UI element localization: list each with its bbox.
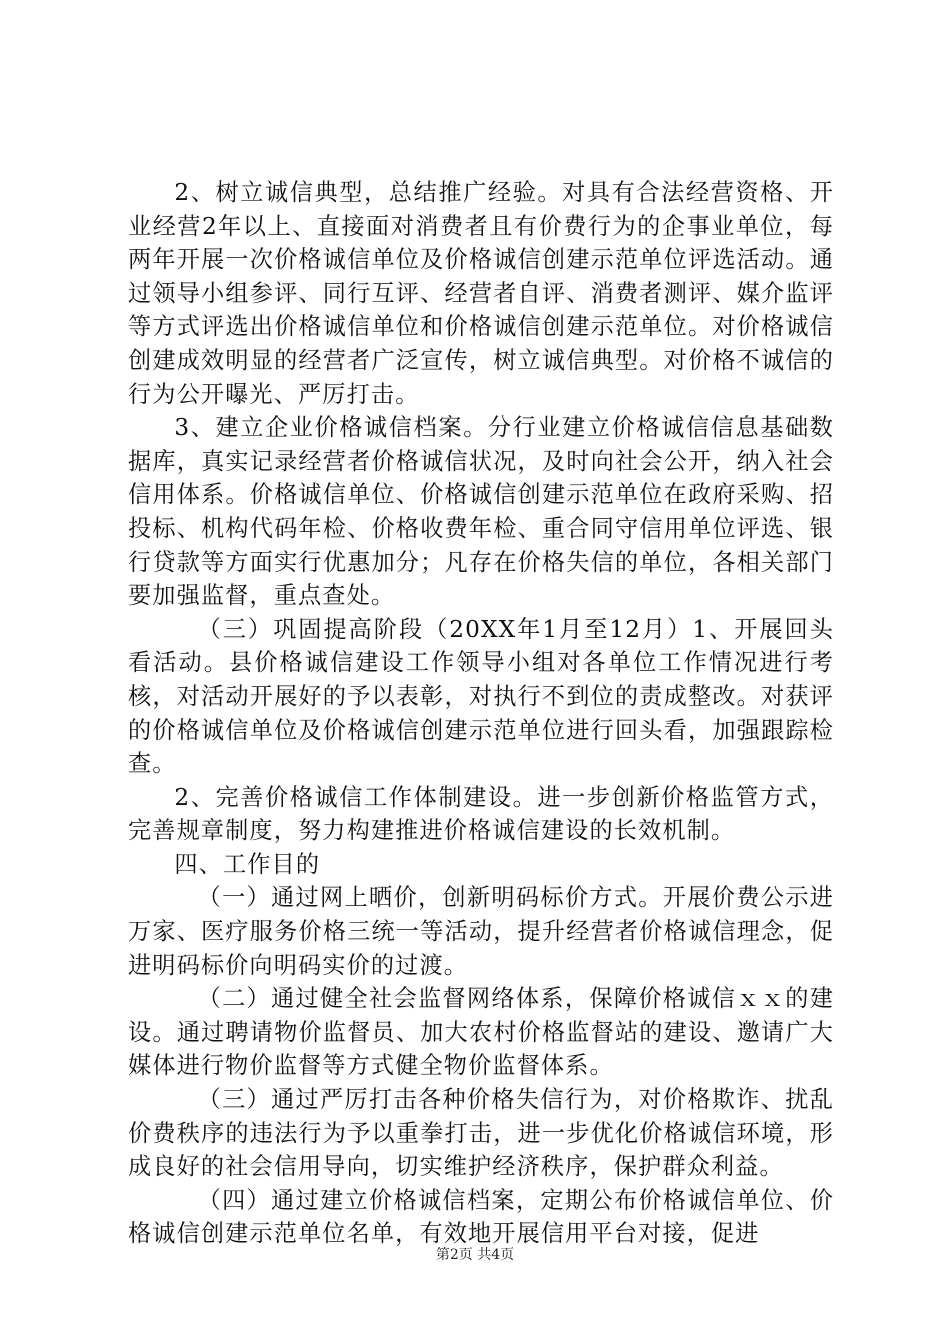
section-heading-work-goals: 四、工作目的 <box>174 850 321 878</box>
paragraph-goal-3: （三）通过严厉打击各种价格失信行为，对价格欺诈、扰乱价费秩序的违法行为予以重拳打击，进一步优化价格诚信环境，形成良好的社会信用导向，切实维护经济秩序，保护群众利益。 <box>128 1086 834 1181</box>
paragraph-goal-1: （一）通过网上晒价，创新明码标价方式。开展价费公示进万家、医疗服务价格三统一等活动，提升经营者价格诚信理念，促进明码标价向明码实价的过渡。 <box>128 884 834 979</box>
page-number-footer: 第2页 共4页 <box>435 1247 515 1263</box>
paragraph-system-building: 2、完善价格诚信工作体制建设。进一步创新价格监管方式，完善规章制度，努力构建推进价格诚信建设的长效机制。 <box>128 783 834 845</box>
document-body <box>128 176 834 1251</box>
paragraph-typical-units: 2、树立诚信典型，总结推广经验。对具有合法经营资格、开业经营2年以上、直接面对消费者且有价费行为的企事业单位，每两年开展一次价格诚信单位及价格诚信创建示范单位评选活动。通过领导小组参评、同行互评、经营者自评、消费者测评、媒介监评等方式评选出价格诚信单位和价格诚信创建示范单位。对价格诚信创建成效明显的经营者广泛宣传，树立诚信典型。对价格不诚信的行为公开曝光、严厉打击。 <box>128 179 834 408</box>
paragraph-credit-archive: 3、建立企业价格诚信档案。分行业建立价格诚信信息基础数据库，真实记录经营者价格诚信状况，及时向社会公开，纳入社会信用体系。价格诚信单位、价格诚信创建示范单位在政府采购、招投标、机构代码年检、价格收费年检、重合同守信用单位评选、银行贷款等方面实行优惠加分；凡存在价格失信的单位，各相关部门要加强监督，重点查处。 <box>128 414 834 610</box>
paragraph-goal-2: （二）通过健全社会监督网络体系，保障价格诚信ｘｘ的建设。通过聘请物价监督员、加大农村价格监督站的建设、邀请广大媒体进行物价监督等方式健全物价监督体系。 <box>128 985 834 1080</box>
paragraph-goal-4: （四）通过建立价格诚信档案，定期公布价格诚信单位、价格诚信创建示范单位名单，有效地开展信用平台对接，促进 <box>128 1186 834 1248</box>
paragraph-consolidation-stage: （三）巩固提高阶段（20XX年1月至12月）1、开展回头看活动。县价格诚信建设工作领导小组对各单位工作情况进行考核，对活动开展好的予以表彰，对执行不到位的责成整改。对获评的价格诚信单位及价格诚信创建示范单位进行回头看，加强跟踪检查。 <box>128 615 834 778</box>
